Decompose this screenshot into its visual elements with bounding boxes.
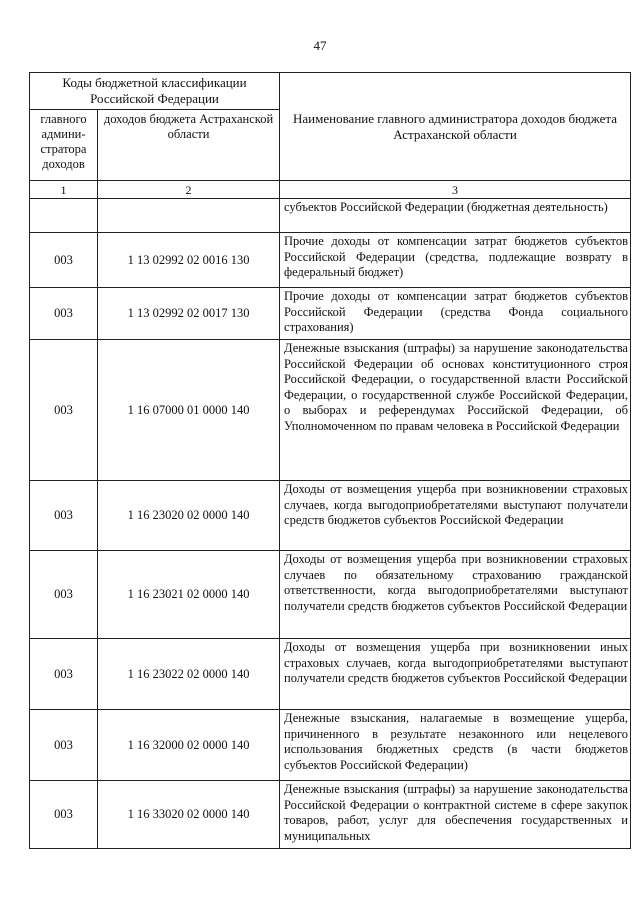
table-row bbox=[30, 710, 631, 781]
income-code-cell: 1 16 23021 02 0000 140 bbox=[98, 551, 280, 639]
income-name-cell: Доходы от возмещения ущерба при возникновении иных страховых случаев, когда выгодоприобретателями выступают получатели средств бюджетов субъектов Российской Федерации bbox=[280, 639, 631, 710]
admin-code-cell bbox=[30, 199, 98, 233]
table-row bbox=[30, 340, 631, 481]
income-name-cell: субъектов Российской Федерации (бюджетная деятельность) bbox=[280, 199, 631, 233]
income-name-cell: Прочие доходы от компенсации затрат бюджетов субъектов Российской Федерации (средства Фонда социального страхования) bbox=[280, 288, 631, 340]
income-name-cell: Денежные взыскания (штрафы) за нарушение законодательства Российской Федерации об основах конституционного строя Российской Федерации, о государственной власти Российской Федерации, о государственной службе Российской Федерации, о выборах и референдумах Российской Федерации, об Уполномоченном по правам человека в Российской Федерации bbox=[280, 340, 631, 481]
income-code-cell: 1 16 33020 02 0000 140 bbox=[98, 781, 280, 849]
income-name-cell: Прочие доходы от компенсации затрат бюджетов субъектов Российской Федерации (средства, подлежащие возврату в федеральный бюджет) bbox=[280, 233, 631, 288]
admin-code-cell: 003 bbox=[30, 551, 98, 639]
income-code-cell: 1 13 02992 02 0016 130 bbox=[98, 233, 280, 288]
income-name-cell: Доходы от возмещения ущерба при возникновении страховых случаев по обязательному страхованию гражданской ответственности, когда выгодоприобретателями выступают получатели средств бюджетов субъектов Российской Федерации bbox=[280, 551, 631, 639]
income-name-cell: Денежные взыскания, налагаемые в возмещение ущерба, причиненного в результате незаконного или нецелевого использования бюджетных средств (в части бюджетов субъектов Российской Федерации) bbox=[280, 710, 631, 781]
admin-code-cell: 003 bbox=[30, 639, 98, 710]
table-row bbox=[30, 781, 631, 849]
page-number: 47 bbox=[313, 38, 327, 53]
admin-code-cell: 003 bbox=[30, 481, 98, 551]
table-row bbox=[30, 481, 631, 551]
income-code-cell: 1 16 07000 01 0000 140 bbox=[98, 340, 280, 481]
header-name-column: Наименование главного администратора доходов бюджета Астраханской области bbox=[280, 73, 631, 181]
header-number-2: 2 bbox=[98, 181, 280, 199]
header-code-group: Коды бюджетной классификации Российской Федерации bbox=[30, 73, 280, 110]
budget-classification-table bbox=[29, 72, 631, 849]
table-row bbox=[30, 288, 631, 340]
admin-code-cell: 003 bbox=[30, 288, 98, 340]
header-number-3: 3 bbox=[280, 181, 631, 199]
table-row bbox=[30, 551, 631, 639]
admin-code-cell: 003 bbox=[30, 340, 98, 481]
income-code-cell: 1 16 32000 02 0000 140 bbox=[98, 710, 280, 781]
admin-code-cell: 003 bbox=[30, 781, 98, 849]
income-code-cell bbox=[98, 199, 280, 233]
income-name-cell: Денежные взыскания (штрафы) за нарушение законодательства Российской Федерации о контрактной системе в сфере закупок товаров, работ, услуг для обеспечения государственных и муниципальных bbox=[280, 781, 631, 849]
income-code-cell: 1 13 02992 02 0017 130 bbox=[98, 288, 280, 340]
income-name-cell: Доходы от возмещения ущерба при возникновении страховых случаев, когда выгодоприобретателями выступают получатели средств бюджетов субъектов Российской Федерации bbox=[280, 481, 631, 551]
header-admin-column: главного админи-стратора доходов bbox=[30, 110, 98, 181]
table-row bbox=[30, 639, 631, 710]
income-code-cell: 1 16 23022 02 0000 140 bbox=[98, 639, 280, 710]
admin-code-cell: 003 bbox=[30, 710, 98, 781]
header-income-code-column: доходов бюджета Астраханской области bbox=[98, 110, 280, 181]
table-row bbox=[30, 233, 631, 288]
table-row bbox=[30, 199, 631, 233]
income-code-cell: 1 16 23020 02 0000 140 bbox=[98, 481, 280, 551]
header-number-1: 1 bbox=[30, 181, 98, 199]
admin-code-cell: 003 bbox=[30, 233, 98, 288]
